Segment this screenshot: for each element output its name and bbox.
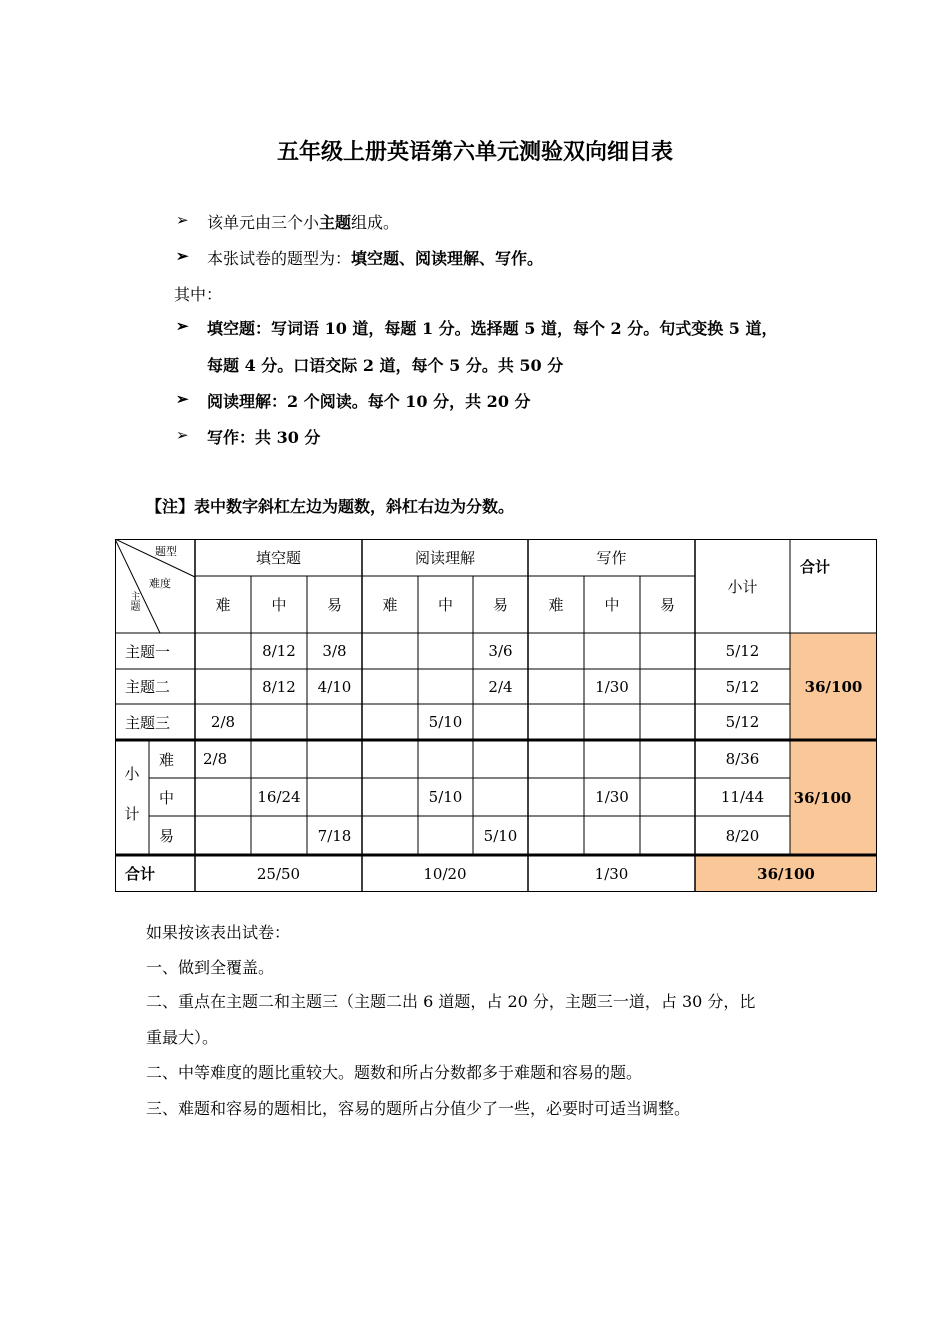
table-cell [195, 633, 251, 669]
level-total-value: 36/100 [793, 788, 852, 807]
table-cell: 3/6 [488, 642, 513, 660]
bullet-icon: ➢ [176, 390, 189, 408]
intro-line-1-a: 该单元由三个小 [207, 213, 320, 232]
intro-line-5: 每题 4 分。口语交际 2 道，每个 5 分。共 50 分 [207, 356, 564, 375]
table-cell [640, 778, 695, 816]
table-cell [362, 778, 418, 816]
table-cell [362, 633, 418, 669]
level-header: 易 [326, 596, 342, 614]
bullet-icon: ➢ [176, 426, 189, 444]
table-cell [362, 816, 418, 855]
intro-line-1 [207, 210, 399, 233]
level-subtotal: 8/20 [725, 826, 760, 845]
level-header: 中 [271, 596, 287, 614]
level-subtotal: 8/36 [725, 750, 760, 768]
conclusion-line-5: 二、中等难度的题比重较大。题数和所占分数都多于难题和容易的题。 [146, 1063, 643, 1082]
table-cell [640, 669, 695, 704]
total-row-label: 合计 [124, 865, 155, 883]
corner-topic-label: 主题 [128, 591, 139, 611]
table-cell [251, 816, 307, 855]
table-cell: 4/10 [317, 677, 352, 696]
conclusion-line-2: 一、做到全覆盖。 [146, 958, 275, 977]
level-header: 难 [215, 596, 231, 614]
table-cell [640, 704, 695, 740]
table-cell [584, 740, 640, 778]
intro-line-4: 填空题：写词语 10 道，每题 1 分。选择题 5 道，每个 2 分。句式变换 5 道， [207, 319, 778, 338]
table-cell [362, 740, 418, 778]
conclusion-line-4: 重最大）。 [146, 1028, 219, 1047]
table-cell [528, 633, 584, 669]
detail-table [115, 539, 877, 892]
table-cell [640, 633, 695, 669]
table-cell [584, 704, 640, 740]
table-cell [418, 633, 473, 669]
table-cell: 16/24 [257, 788, 301, 806]
table-cell [307, 778, 362, 816]
table-cell [362, 669, 418, 704]
conclusion-line-1: 如果按该表出试卷： [146, 923, 291, 942]
intro-line-2-a: 本张试卷的题型为： [207, 249, 352, 268]
topic-subtotal: 5/12 [725, 642, 760, 660]
level-header: 中 [437, 596, 453, 614]
topic-row-label: 主题一 [125, 642, 171, 661]
table-cell [640, 740, 695, 778]
corner-difficulty-label: 难度 [149, 577, 171, 590]
level-label-2: 计 [124, 804, 140, 823]
table-cell [195, 816, 251, 855]
intro-line-6: 阅读理解：2 个阅读。每个 10 分，共 20 分 [207, 392, 531, 411]
subtotal-header: 小计 [727, 577, 758, 596]
table-cell [418, 740, 473, 778]
table-cell [251, 704, 307, 740]
level-header: 难 [382, 596, 398, 614]
total-row-reading: 10/20 [423, 864, 467, 883]
table-cell [195, 669, 251, 704]
intro-line-1-b: 主题 [319, 213, 352, 232]
level-row-label: 易 [159, 827, 175, 845]
table-cell [307, 740, 362, 778]
table-cell [473, 740, 528, 778]
topic-subtotal: 5/12 [725, 677, 760, 696]
intro-line-2-b: 填空题、阅读理解、写作。 [351, 249, 544, 268]
grand-total-value: 36/100 [757, 864, 815, 883]
table-cell [584, 816, 640, 855]
group-header-reading: 阅读理解 [414, 549, 475, 567]
table-cell: 8/12 [262, 677, 296, 696]
table-cell [307, 704, 362, 740]
table-cell [418, 669, 473, 704]
table-cell: 2/4 [488, 677, 513, 696]
total-row-fill: 25/50 [256, 864, 301, 883]
table-cell [418, 816, 473, 855]
bullet-icon: ➢ [176, 247, 189, 265]
table-cell [584, 633, 640, 669]
table-cell [362, 704, 418, 740]
table-cell [473, 704, 528, 740]
table-cell [528, 704, 584, 740]
table-cell [528, 669, 584, 704]
table-cell: 8/12 [262, 642, 296, 660]
group-header-writing: 写作 [596, 549, 627, 567]
table-cell: 5/10 [483, 826, 518, 845]
total-header: 合计 [799, 557, 830, 576]
table-cell [195, 778, 251, 816]
level-header: 易 [492, 596, 508, 614]
conclusion-line-3: 二、重点在主题二和主题三（主题二出 6 道题，占 20 分，主题三一道，占 30 分，比 [146, 992, 756, 1011]
intro-line-1-c: 组成。 [351, 213, 400, 232]
table-cell [528, 778, 584, 816]
level-subtotal: 11/44 [720, 788, 765, 806]
intro-line-7: 写作：共 30 分 [207, 428, 321, 447]
conclusion-line-6: 三、难题和容易的题相比，容易的题所占分值少了一些，必要时可适当调整。 [146, 1099, 691, 1118]
topic-total-value: 36/100 [804, 677, 863, 696]
level-header: 中 [604, 596, 620, 614]
level-header: 易 [659, 596, 675, 614]
level-row-label: 难 [159, 750, 175, 769]
topic-row-label: 主题二 [125, 678, 171, 696]
table-cell: 7/18 [317, 826, 352, 845]
intro-line-2 [207, 246, 543, 269]
level-header: 难 [548, 596, 564, 614]
table-cell: 1/30 [595, 677, 629, 696]
table-cell [251, 740, 307, 778]
table-cell: 5/10 [428, 788, 463, 806]
table-cell: 1/30 [595, 788, 629, 806]
total-row-writing: 1/30 [594, 864, 629, 883]
table-cell: 2/8 [210, 713, 236, 731]
table-note: 【注】表中数字斜杠左边为题数，斜杠右边为分数。 [146, 497, 515, 516]
page-title: 五年级上册英语第六单元测验双向细目表 [276, 139, 673, 165]
level-label-1: 小 [124, 764, 140, 783]
table-cell [528, 740, 584, 778]
table-cell [528, 816, 584, 855]
bullet-icon: ➢ [176, 211, 189, 229]
bullet-icon: ➢ [176, 317, 189, 335]
corner-type-label: 题型 [155, 545, 177, 558]
table-cell: 2/8 [203, 750, 228, 768]
group-header-fill: 填空题 [255, 549, 301, 567]
table-cell [473, 778, 528, 816]
table-cell [640, 816, 695, 855]
table-cell: 3/8 [322, 642, 347, 660]
topic-subtotal: 5/12 [725, 713, 760, 731]
table-cell: 5/10 [428, 713, 463, 731]
intro-line-3: 其中： [174, 285, 223, 304]
topic-row-label: 主题三 [125, 713, 171, 732]
level-row-label: 中 [159, 788, 175, 807]
